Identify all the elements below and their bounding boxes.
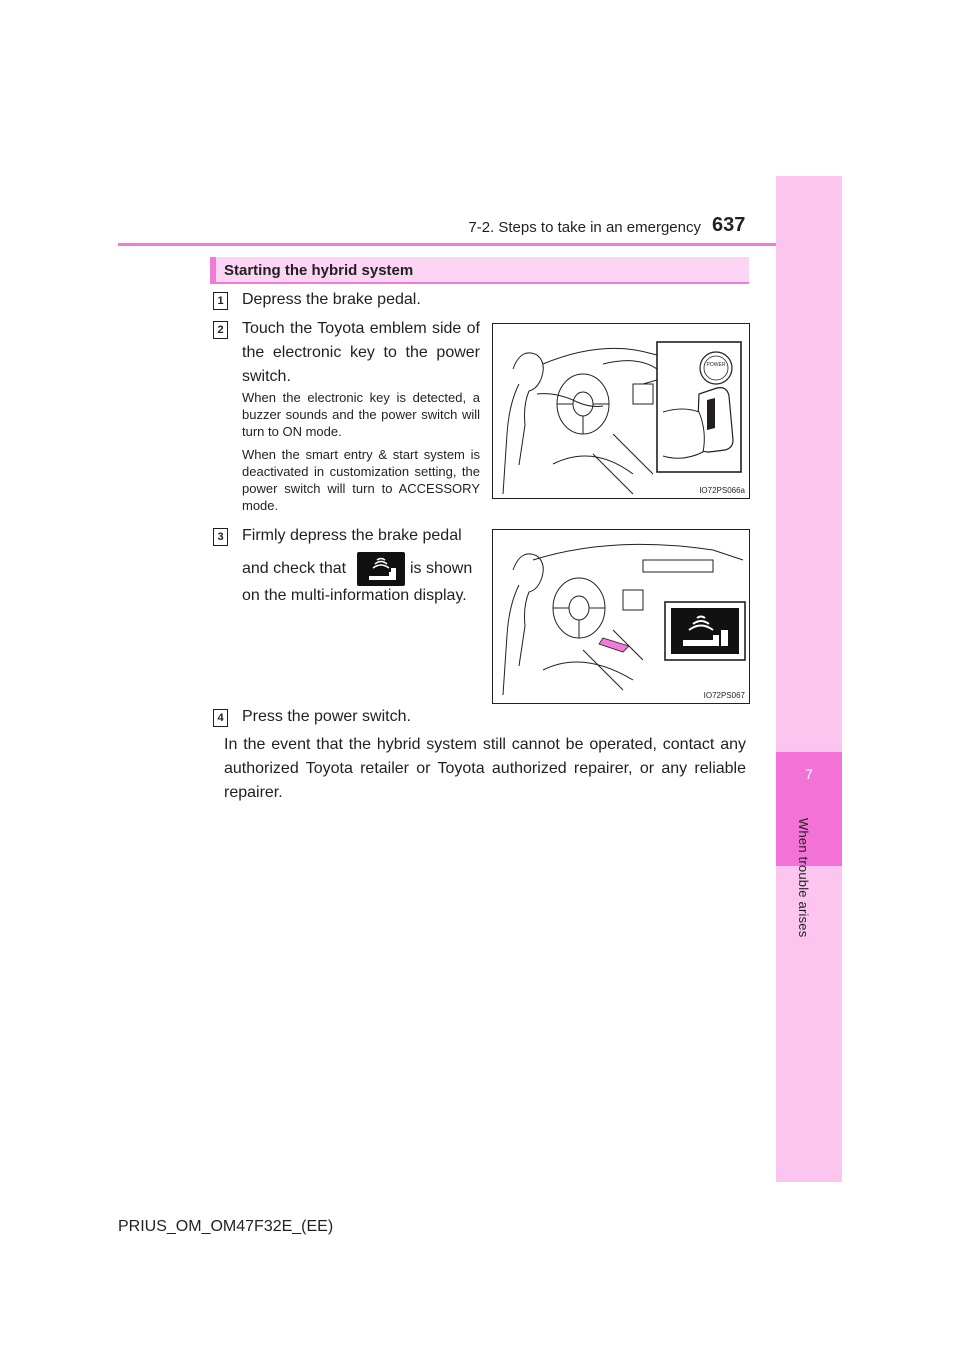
chapter-title: When trouble arises <box>796 818 811 938</box>
illustration-key-to-power-switch <box>492 323 750 499</box>
chapter-number: 7 <box>805 766 813 782</box>
step-2-note-2: When the smart entry & start system is deactivated in customization setting, the power switch will turn to ACCESSORY mode. <box>242 447 480 513</box>
step-3-text-after-icon: is shown <box>410 560 473 577</box>
illustration-2-drawing <box>493 530 750 704</box>
section-heading: Starting the hybrid system <box>224 262 414 279</box>
step-3-number: 3 <box>213 528 228 546</box>
power-button-label: POWER <box>706 362 726 368</box>
illustration-2-code: IO72PS067 <box>703 691 745 700</box>
step-2-number: 2 <box>213 321 228 339</box>
step-2-text: Touch the Toyota emblem side of the electronic key to the power switch. <box>242 320 480 385</box>
step-3-text-line-3: on the multi-information display. <box>242 587 467 604</box>
illustration-1-drawing <box>493 324 750 499</box>
step-4-text: Press the power switch. <box>242 708 411 725</box>
section-label: 7-2. Steps to take in an emergency <box>468 219 701 236</box>
step-1-text: Depress the brake pedal. <box>242 291 421 308</box>
side-tab <box>776 176 842 1182</box>
step-2-note-1: When the electronic key is detected, a buzzer sounds and the power switch will turn to ON mode. <box>242 390 480 439</box>
illustration-1-code: IO72PS066a <box>699 486 745 495</box>
closing-paragraph: In the event that the hybrid system still cannot be operated, contact any authorized Toyota retailer or Toyota authorized repairer, or any reliable repairer. <box>224 736 746 801</box>
step-3-text-line-1: Firmly depress the brake pedal <box>242 527 462 544</box>
step-3-text-before-icon: and check that <box>242 560 347 577</box>
step-1-number: 1 <box>213 292 228 310</box>
illustration-multi-information-display <box>492 529 750 704</box>
key-detected-indicator-icon <box>357 552 405 586</box>
step-4-number: 4 <box>213 709 228 727</box>
page-number: 637 <box>712 214 746 236</box>
footer-document-code: PRIUS_OM_OM47F32E_(EE) <box>118 1218 334 1235</box>
header-rule <box>118 243 841 246</box>
